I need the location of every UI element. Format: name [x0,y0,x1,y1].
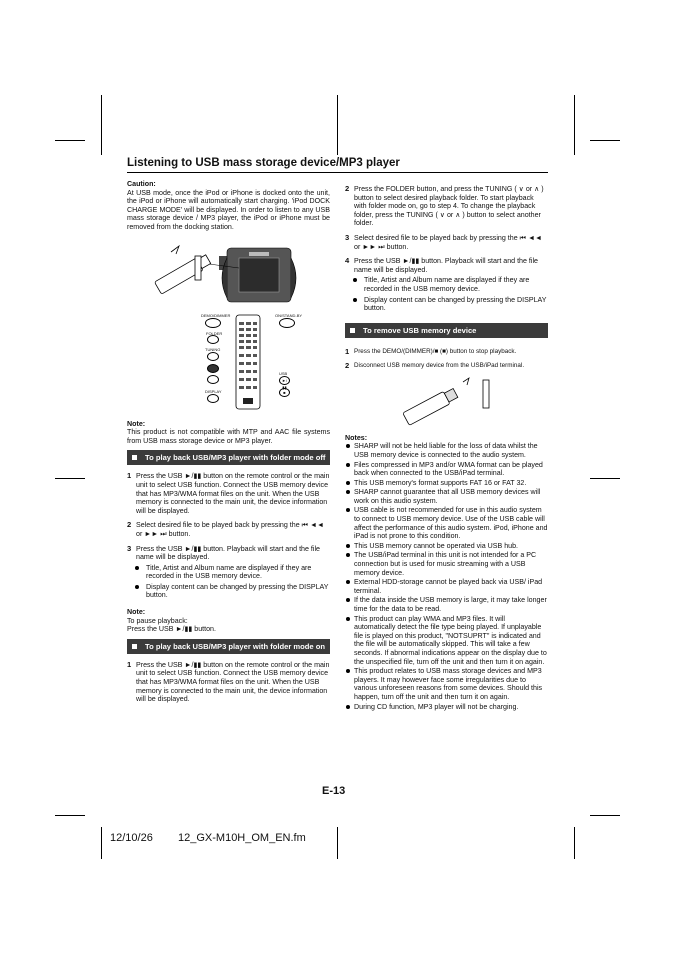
notes-title: Notes: [345,433,368,442]
step-item [127,661,330,704]
usb-unit-illustration [149,242,309,304]
bullet-icon [346,669,350,673]
bullet-icon [346,580,350,584]
page-title: Listening to USB mass storage device/MP3 player [127,157,400,169]
step-text: Disconnect USB memory device from the USB/iPad terminal. [354,361,525,369]
bullet-icon [346,481,350,485]
title-rule [127,172,548,173]
display-button[interactable] [207,394,219,403]
folder-button[interactable] [207,335,219,344]
label-folder: FOLDER [206,330,223,336]
crop-mark [55,478,85,479]
remote-illustration [127,312,330,412]
note-text: During CD function, MP3 player will not be charging. [354,702,519,711]
step-number: 1 [127,659,132,669]
demo-button[interactable] [205,318,221,328]
step-item [345,348,548,356]
note-item [345,479,548,488]
note-text: USB cable is not recommended for use in this audio system to connect to USB memory device. Use of the USB cable will affect the performance of this audio system. iPod, iPhone and iPad is not prone to this condition. [354,506,548,541]
crop-mark [337,95,338,155]
crop-mark [574,827,575,859]
footer-filename: 12_GX-M10H_OM_EN.fm [178,832,306,844]
crop-mark [101,827,102,859]
step-number: 2 [345,360,350,370]
note-item [345,506,548,540]
tuning-up-button[interactable] [207,352,219,361]
left-column [127,180,330,710]
note-text: External HDD-storage cannot be played back via USB/ iPad terminal. [354,578,543,595]
bullet-icon [346,508,350,512]
note-text: Files compressed in MP3 and/or WMA format can be played back when connected to the USB/iPad terminal. [354,460,543,478]
note-item [345,461,548,478]
note-item [345,442,548,459]
crop-mark [55,140,85,141]
step-number: 2 [345,184,350,193]
note-text: This product relates to USB mass storage devices and MP3 players. It may however face some irregularities due to various unforeseen reasons from some devices. Should this happen, turn off the unit and then turn it on again. [354,667,543,701]
device-illustration [149,242,330,304]
note-text: This USB memory cannot be operated via USB hub. [354,541,519,550]
stop-icon: ■ [283,389,286,395]
right-column [345,185,548,712]
remote-control-body [235,314,261,410]
power-button[interactable] [279,318,295,328]
step-text: Press the FOLDER button, and press the TUNING ( ∨ or ∧ ) button to select desired playback folder. To start playback with folder mode on, go to step 4. To change the playback folder, press the TUNING ( ∨ or ∧ ) button to select another folder. [354,185,544,228]
section-title: To remove USB memory device [363,325,477,335]
usb-stick-illustration [393,376,548,428]
bullet-icon [346,463,350,467]
section-header-folder-on [127,639,330,654]
step-text: Press the USB ►/▮▮ button on the remote control or the main unit to select USB function. Connect the USB memory device that has MP3/WMA format files on the unit. When the USB memory is connected to the main unit, the device information will be displayed. [136,472,330,515]
step-number: 1 [127,471,132,481]
crop-mark [337,827,338,859]
crop-mark [590,478,620,479]
step-text: Press the USB ►/▮▮ button. Playback will start and the file name will be displayed. [136,544,320,562]
note-text: SHARP will not be held liable for the loss of data whilst the USB memory device is connected to the audio system. [354,442,538,459]
bullet-item [127,583,330,600]
bullet-icon [353,278,357,282]
section-header-remove-usb [345,323,548,338]
usb-stick-icon [393,376,503,428]
skip-button[interactable] [207,364,219,373]
step-text: Press the USB ►/▮▮ button on the remote control or the main unit to select USB function. Connect the USB memory device that has MP3/WMA format files on the unit. When the USB memory is connected to the main unit, the device information will be displayed. [136,660,330,704]
step-text: Press the USB ►/▮▮ button. Playback will start and the file name will be displayed. [354,257,538,274]
bullet-text: Title, Artist and Album name are displayed if they are recorded in the USB memory device. [146,563,312,581]
bullet-item [345,276,548,293]
note-item [345,615,548,667]
crop-mark [55,815,85,816]
bullet-text: Title, Artist and Album name are displayed if they are recorded in the USB memory device. [364,276,530,293]
bullet-icon [346,544,350,548]
step-item [127,545,330,562]
bullet-icon [346,490,350,494]
step-item [127,521,330,538]
footer-date: 12/10/26 [110,832,153,844]
step-item [345,362,548,370]
note-text: The USB/iPad terminal in this unit is not intended for a PC connection but is used for music streaming with a USB memory device. [354,551,537,577]
bullet-item [345,296,548,313]
bullet-icon [135,566,139,570]
note-text: If the data inside the USB memory is large, it may take longer time for the data to be read. [354,596,547,613]
section-header-folder-off [127,450,330,465]
note-item [345,488,548,505]
bullet-text: Display content can be changed by pressing the DISPLAY button. [364,295,547,313]
note-item [345,542,548,551]
step-text: Press the DEMO/(DIMMER)/■ (■) button to stop playback. [354,347,517,355]
step-text: Select desired file to be played back by pressing the ⏮ ◄◄ or ►► ⏭ button. [136,521,325,538]
notes-list [345,442,548,711]
bullet-icon [353,298,357,302]
note2-title: Note: [127,608,146,617]
caution-title: Caution: [127,180,156,188]
section-title: To play back USB/MP3 player with folder mode off [145,453,326,463]
bullet-icon [346,598,350,602]
note-text: SHARP cannot guarantee that all USB memory devices will work on this audio system. [354,488,541,505]
step-item [127,472,330,515]
square-bullet-icon [132,644,137,649]
square-bullet-icon [350,328,355,333]
step-number: 4 [345,256,350,266]
bullet-icon [346,444,350,448]
crop-mark [101,95,102,155]
label-usb: USB [279,370,288,376]
square-bullet-icon [132,455,137,460]
label-display: DISPLAY [205,388,222,394]
bullet-icon [346,553,350,557]
stop-button[interactable] [279,388,290,397]
step-item [345,234,548,251]
tuning-down-button[interactable] [207,375,219,384]
play-pause-icon: ►/▮▮ [281,377,288,390]
note-item [345,551,548,577]
step-number: 2 [127,520,132,530]
step-text: Select desired file to be played back by pressing the ⏮ ◄◄ or ►► ⏭ button. [354,233,543,251]
step-number: 1 [345,346,350,356]
bullet-text: Display content can be changed by pressing the DISPLAY button. [146,582,329,600]
label-tuning: TUNING [205,346,221,352]
note2-line2: Press the USB ►/▮▮ button. [127,625,216,634]
bullet-icon [346,617,350,621]
step-number: 3 [127,543,132,553]
bullet-icon [135,585,139,589]
note-item [345,578,548,595]
note-item [345,667,548,701]
step-item [345,185,548,228]
crop-mark [574,95,575,155]
bullet-item [127,564,330,581]
label-power: ON/STAND-BY [275,312,303,318]
crop-mark [590,140,620,141]
label-demo: DEMO/DIMMER [201,312,231,318]
usb-play-button[interactable] [279,376,290,390]
note-text: This USB memory's format supports FAT 16 or FAT 32. [354,478,527,487]
step-item [345,257,548,274]
note1-text: This product is not compatible with MTP and AAC file systems from USB mass storage device or MP3 player. [127,428,330,445]
crop-mark [590,815,620,816]
note-item [345,596,548,613]
note2-line1: To pause playback: [127,616,188,625]
section-title: To play back USB/MP3 player with folder mode on [145,641,326,651]
caution-text: At USB mode, once the iPod or iPhone is docked onto the unit, the iPod or iPhone will automatically start charging. 'iPod DOCK CHARGE MODE' will be displayed. In order to listen to any USB mass storage device / MP3 player, the iPod or iPhone must be removed from the docking station. [127,188,330,231]
page-number: E-13 [322,785,346,797]
step-number: 3 [345,232,350,242]
note1-title: Note: [127,419,146,428]
note-text: This product can play WMA and MP3 files. It will automatically detect the file type being played. If unplayable file is played on this product, "NOTSUPRT" is indicated and the file will be automatically skipped. This will take a few seconds. If abnormal indications appear on the display due to the unspecified file, turn off the unit and then turn it on again. [354,614,547,666]
note-item [345,703,548,712]
bullet-icon [346,705,350,709]
